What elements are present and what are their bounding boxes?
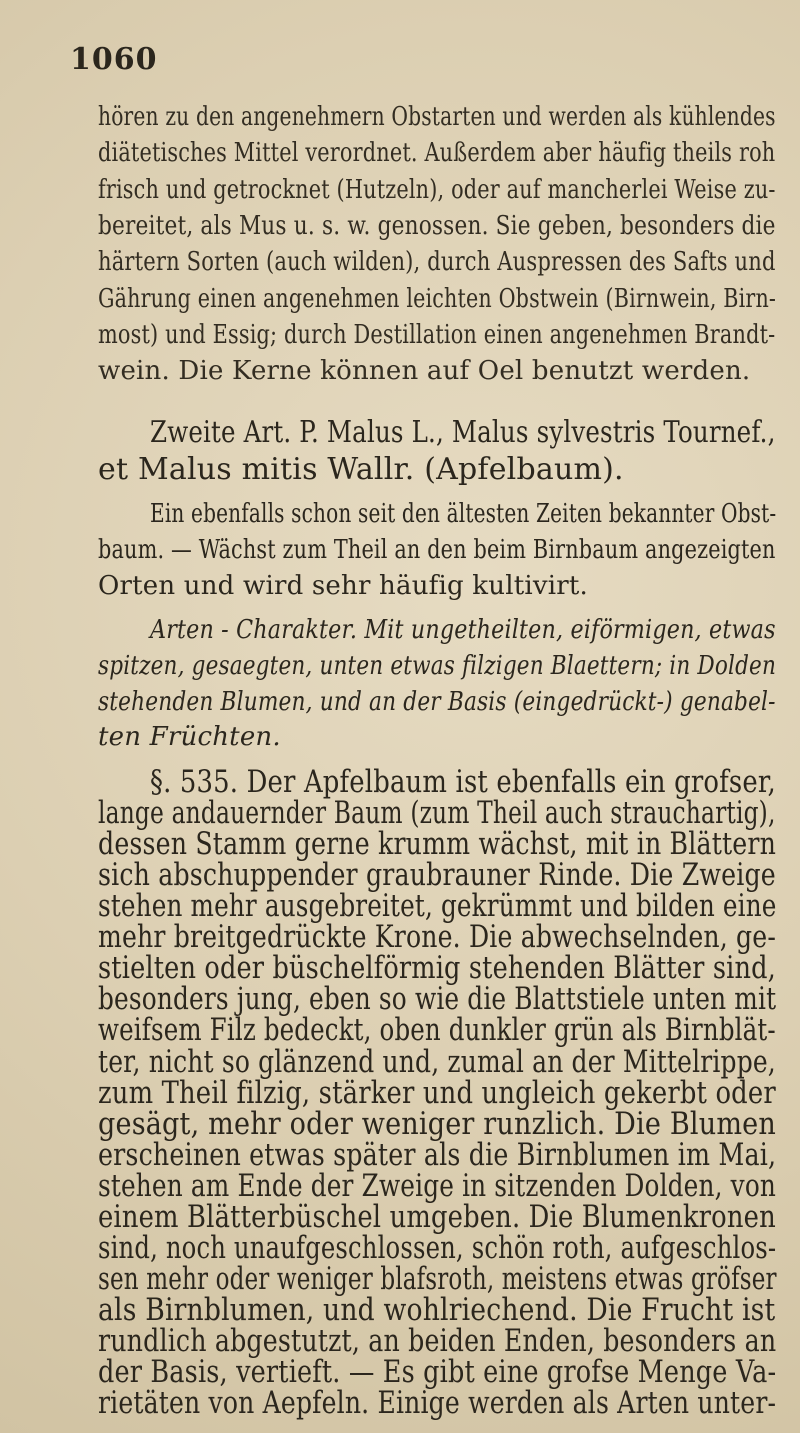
text-line: frisch und getrocknet (Hutzeln), oder auf mancherlei Weise zu- — [98, 175, 776, 205]
text-line: mehr breitgedrückte Krone. Die abwechselnden, ge- — [98, 919, 777, 956]
text-line: lange andauernder Baum (zum Theil auch strauchartig), — [98, 795, 776, 831]
text-line: ter, nicht so glänzend und, zumal an der Mittelrippe, — [98, 1043, 776, 1080]
text-line: spitzen, gesaegten, unten etwas filzigen Blaettern; in Dolden — [98, 651, 777, 681]
text-line: sich abschuppender graubrauner Rinde. Die Zweige — [98, 857, 776, 894]
text-line: weifsem Filz bedeckt, oben dunkler grün als Birnblät- — [98, 1012, 776, 1049]
text-line: diätetisches Mittel verordnet. Außerdem aber häufig theils roh — [98, 138, 776, 168]
species-heading-line: et Malus mitis Wallr. (Apfelbaum). — [98, 452, 624, 487]
text-line: sen mehr oder weniger blafsroth, meistens etwas gröfser — [98, 1260, 777, 1297]
text-line: bereitet, als Mus u. s. w. genossen. Sie geben, besonders die — [98, 211, 776, 241]
text-line: dessen Stamm gerne krumm wächst, mit in Blättern — [98, 826, 777, 863]
text-line: besonders jung, eben so wie die Blattstiele unten mit — [98, 981, 777, 1018]
page-number: 1060 — [70, 42, 158, 77]
text-line: stehen am Ende der Zweige in sitzenden Dolden, von — [98, 1167, 777, 1204]
text-line: stielten oder büschelförmig stehenden Blätter sind, — [98, 950, 776, 987]
text-line: als Birnblumen, und wohlriechend. Die Frucht ist — [98, 1291, 776, 1328]
text-line: hören zu den angenehmern Obstarten und werden als kühlendes — [98, 102, 776, 132]
text-line: erscheinen etwas später als die Birnblumen im Mai, — [98, 1136, 777, 1173]
text-line: Ein ebenfalls schon seit den ältesten Zeiten bekannter Obst- — [150, 499, 777, 529]
text-line: einem Blätterbüschel umgeben. Die Blumenkronen — [98, 1198, 776, 1235]
text-line: Gährung einen angenehmen leichten Obstwein (Birnwein, Birn- — [98, 284, 777, 314]
species-heading-line: Zweite Art. P. Malus L., Malus sylvestris Tournef., — [150, 415, 776, 450]
text-line: most) und Essig; durch Destillation einen angenehmen Brandt- — [98, 320, 776, 350]
text-line: Arten - Charakter. Mit ungetheilten, eiförmigen, etwas — [150, 615, 776, 645]
text-line: stehen mehr ausgebreitet, gekrümmt und bilden eine — [98, 888, 777, 925]
text-line: rietäten von Aepfeln. Einige werden als Arten unter- — [98, 1385, 777, 1421]
text-line: Orten und wird sehr häufig kultivirt. — [98, 571, 589, 601]
text-line: stehenden Blumen, und an der Basis (eingedrückt-) genabel- — [98, 687, 776, 717]
text-line: wein. Die Kerne können auf Oel benutzt werden. — [98, 356, 751, 386]
text-line: der Basis, vertieft. — Es gibt eine grofse Menge Va- — [98, 1354, 777, 1390]
text-line: ten Früchten. — [98, 722, 281, 752]
text-line: gesägt, mehr oder weniger runzlich. Die Blumen — [98, 1105, 776, 1142]
text-line: sind, noch unaufgeschlossen, schön roth, aufgeschlos- — [98, 1229, 777, 1266]
text-line: baum. — Wächst zum Theil an den beim Birnbaum angezeigten — [98, 535, 776, 565]
text-line: §. 535. Der Apfelbaum ist ebenfalls ein grofser, — [150, 764, 776, 800]
text-line: härtern Sorten (auch wilden), durch Auspressen des Safts und — [98, 247, 776, 277]
text-line: zum Theil filzig, stärker und ungleich gekerbt oder — [98, 1074, 776, 1111]
text-line: rundlich abgestutzt, an beiden Enden, besonders an — [98, 1322, 777, 1359]
